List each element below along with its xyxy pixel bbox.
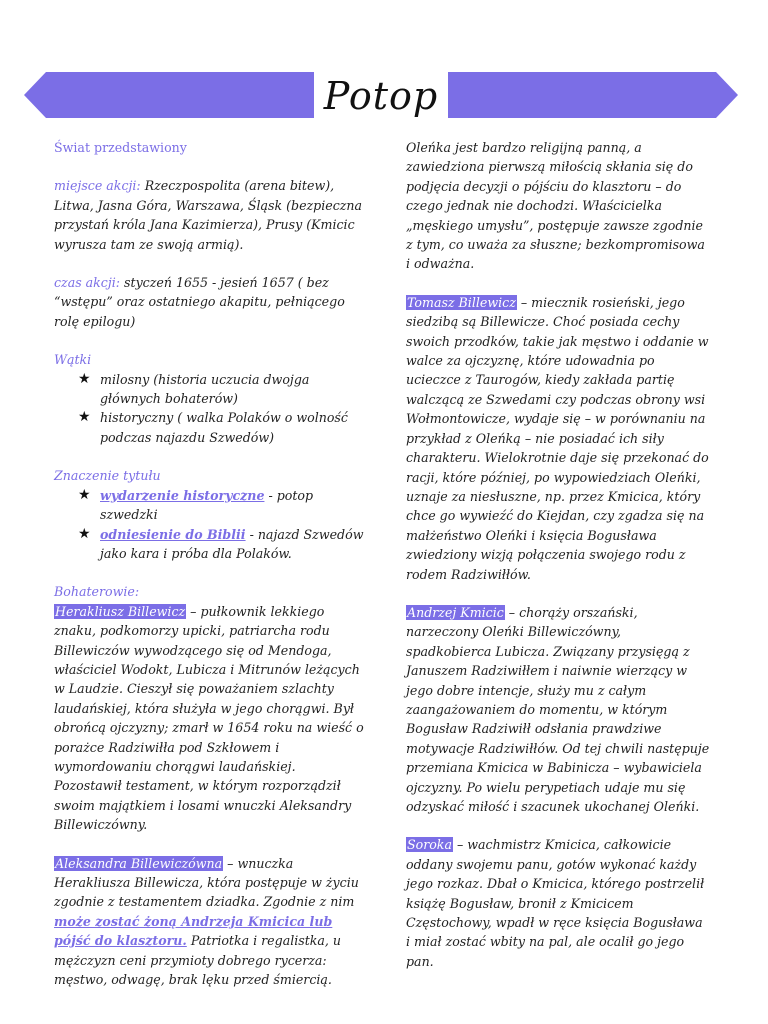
left-column (54, 138, 366, 1008)
time-text: styczeń 1655 - jesień 1657 ( bez “wstępu” oraz ostatniego akapitu, pełniącego rolę epilogu) (54, 275, 345, 329)
hero-emph-aleksandra: może zostać żoną Andrzeja Kmicica lub pójść do klasztoru. (54, 913, 333, 949)
hero-desc-soroka: – wachmistrz Kmicica, całkowicie oddany swojemu panu, gotów wykonać każdy jego rozkaz. Dbał o Kmicica, którego postrzelił książę Bogusław, bronił z Kmicicem Częstochowy, wpadł w ręce księcia Bogusława i miał zostać wbity na pal, ale ocalił go jego pan. (406, 837, 705, 969)
thread-text: milosny (historia uczucia dwojga głównych bohaterów) (100, 371, 310, 407)
meaning-label: wydarzenie historyczne (100, 487, 265, 503)
meaning-label: odniesienie do Biblii (100, 526, 246, 542)
hero-desc-heraklius: – pułkownik lekkiego znaku, podkomorzy upicki, patriarcha rodu Billewiczów wywodzącego się od Mendoga, właściciel Wodokt, Lubicza i Mitrunów leżących w Laudzie. Cieszył się poważaniem szlachty laudańskiej, która służyła w jego chorągwi. Był obrońcą ojczyzny; zmarł w 1654 roku na wieść o porażce Radziwiłła pod Szkłowem i wymordowaniu chorągwi laudańskiej. Pozostawił testament, w którym rozporządził swoim majątkiem i losami wnuczki Aleksandry Billewiczówny. (54, 603, 364, 833)
star-icon: ★ (78, 409, 91, 426)
place-label: miejsce akcji: (54, 178, 141, 194)
time-label: czas akcji: (54, 275, 121, 291)
list-item (78, 486, 366, 525)
threads-list (54, 370, 366, 448)
aleksandra-section (54, 854, 366, 990)
title-meaning-list (54, 486, 366, 564)
title-meaning-section (54, 466, 366, 563)
world-heading: Świat przedstawiony (54, 140, 187, 155)
hero-name-heraklius: Herakliusz Billewicz (55, 603, 186, 619)
meaning-text: - potop szwedzki (100, 487, 314, 523)
hero-name-andrzej: Andrzej Kmicic (407, 604, 504, 620)
hero-desc-tomasz: – miecznik rosieński, jego siedzibą są Billewicze. Choć posiada cechy swoich przodków, takie jak męstwo i oddanie w walce za ojczyznę, które udowadnia po ucieczce z Taurogów, kiedy zakłada partię walczącą ze Szwedami czy podczas obrony wsi Wołmontowicze, wydaje się – w porównaniu na przykład z Oleńką – nie posiadać ich siły charakteru. Wielokrotnie daje się przekonać do racji, które później, po wypowiedziach Oleńki, uznaje za niesłuszne, np. przez Kmicica, który chce go wywieźć do Kiejdan, czy zgadza się na małżeństwo Oleńki i księcia Bogusława zwiedziony wizją połączenia swojego rodu z rodem Radziwiłłów. (406, 294, 709, 582)
list-item (78, 525, 366, 564)
andrzej-section (406, 603, 710, 816)
hero-name-aleksandra: Aleksandra Billewiczówna (55, 855, 223, 871)
hero-desc-andrzej: – chorąży orszański, narzeczony Oleńki Billewiczówny, spadkobierca Lubicza. Związany przysięgą z Januszem Radziwiłłem i naiwnie wierzący w jego dobre intencje, służy mu z całym zaangażowaniem do momentu, w którym Bogusław Radziwiłł odsłania prawdziwe motywacje Radziwiłłów. Od tej chwili następuje przemiana Kmicica w Babinicza – wybawiciela ojczyzny. Po wielu perypetiach udaje mu się odzyskać miłość i szacunek ukochanej Oleńki. (406, 604, 710, 814)
list-item (78, 408, 366, 447)
olenka-section (406, 138, 710, 274)
title-meaning-heading: Znaczenie tytułu (54, 468, 161, 484)
place-text: Rzeczpospolita (arena bitew), Litwa, Jasna Góra, Warszawa, Śląsk (bezpieczna przystań króla Jana Kazimierza), Prusy (Kmicic wyrusza tam ze swoją armią). (54, 178, 363, 252)
star-icon: ★ (78, 370, 91, 387)
list-item (78, 370, 366, 409)
soroka-section (406, 835, 710, 971)
hero-name-tomasz: Tomasz Billewicz (407, 294, 516, 310)
place-section (54, 176, 366, 254)
world-section (54, 138, 366, 157)
tomasz-section (406, 293, 710, 584)
page-title: Potop (323, 74, 439, 118)
heroes-section (54, 582, 366, 834)
right-column (406, 138, 710, 990)
star-icon: ★ (78, 525, 91, 542)
title-box (314, 62, 448, 130)
hero-desc-aleksandra-1: – wnuczka Herakliusza Billewicza, która postępuje w życiu zgodnie z testamentem dziadka. Zgodnie z nim (54, 855, 359, 910)
thread-text: historyczny ( walka Polaków o wolność podczas najazdu Szwedów) (100, 410, 348, 445)
meaning-text: - najazd Szwedów jako kara i próba dla Polaków. (100, 526, 364, 561)
time-section (54, 273, 366, 331)
star-icon: ★ (78, 486, 91, 503)
olenka-text: Oleńka jest bardzo religijną panną, a zawiedziona pierwszą miłością skłania się do podjęcia decyzji o pójściu do klasztoru – do czego jednak nie dochodzi. Właścicielka „męskiego umysłu”, postępuje zawsze zgodnie z tym, co uważa za słuszne; bezkompromisowa i odważna. (406, 140, 705, 272)
hero-desc-aleksandra-2: Patriotka i regalistka, u mężczyzn ceni przymioty dobrego rycerza: męstwo, odwagę, brak lęku przed śmiercią. (54, 933, 342, 988)
heroes-heading: Bohaterowie: (54, 584, 140, 600)
threads-heading: Wątki (54, 352, 92, 368)
threads-section (54, 350, 366, 447)
hero-name-soroka: Soroka (407, 837, 452, 853)
